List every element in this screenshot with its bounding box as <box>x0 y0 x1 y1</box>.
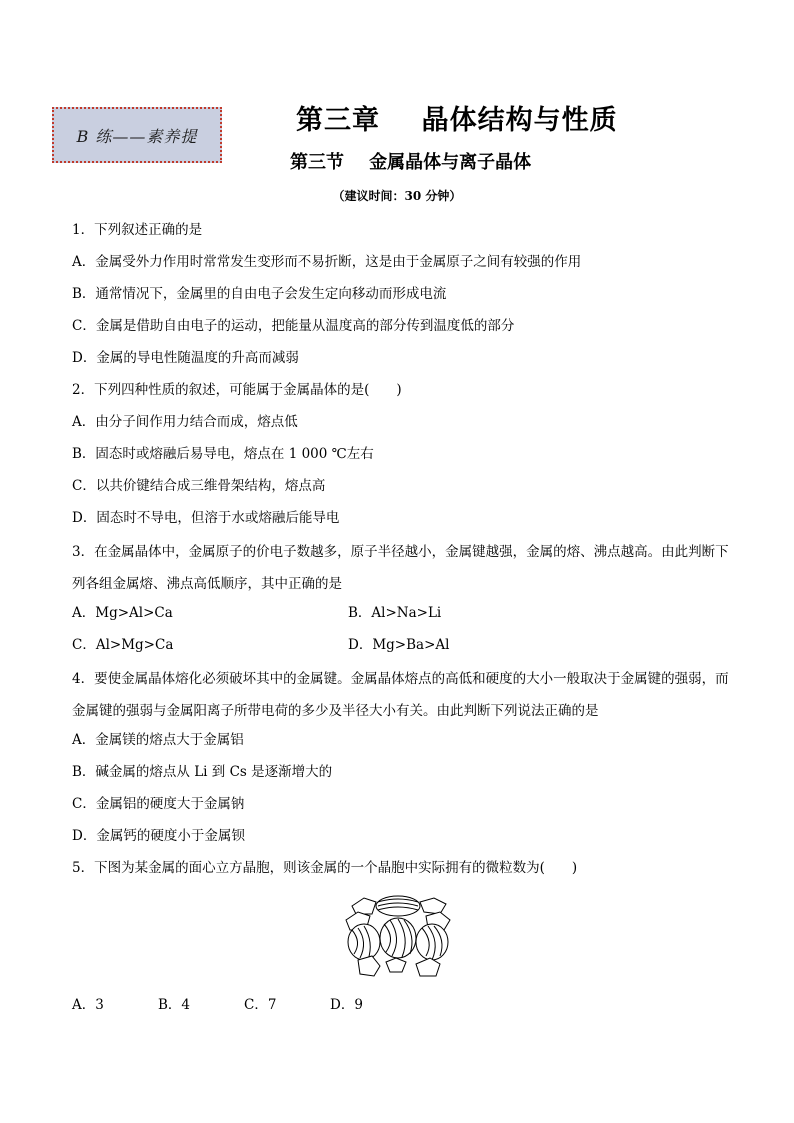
q2-option-c: C．以共价键结合成三维骨架结构，熔点高 <box>72 478 326 494</box>
q4-stem: 4．要使金属晶体熔化必须破坏其中的金属键。金属晶体熔点的高低和硬度的大小一般取决于金属键的强弱，而金属键的强弱与金属阳离子所带电荷的多少及半径大小有关。由此判断下列说法正确的是 <box>72 671 729 719</box>
badge-label: B 练——素养提 <box>76 126 198 146</box>
q4-option-c: C．金属铝的硬度大于金属钠 <box>72 796 245 812</box>
section-subtitle: 第三节 金属晶体与离子晶体 <box>290 152 532 173</box>
q5-option-d: D．9 <box>330 997 363 1013</box>
q4-option-d: D．金属钙的硬度小于金属钡 <box>72 828 245 844</box>
q3-option-c: C．Al>Mg>Ca <box>72 637 174 653</box>
corner-atom <box>352 898 376 914</box>
q3-stem: 3．在金属晶体中，金属原子的价电子数越多，原子半径越小，金属键越强，金属的熔、沸点越高。由此判断下列各组金属熔、沸点高低顺序，其中正确的是 <box>72 544 729 592</box>
face-center-atom <box>348 924 380 960</box>
face-center-atom <box>416 924 448 960</box>
q2-option-b: B．固态时或熔融后易导电，熔点在 1 000 ℃左右 <box>72 446 374 462</box>
q2-stem: 2．下列四种性质的叙述，可能属于金属晶体的是( ) <box>72 382 402 398</box>
q5-option-a: A．3 <box>72 997 104 1013</box>
q3-option-a: A．Mg>Al>Ca <box>72 605 173 621</box>
q3-option-b: B．Al>Na>Li <box>348 605 442 621</box>
q3-option-d: D．Mg>Ba>Al <box>348 637 450 653</box>
q2-option-a: A．由分子间作用力结合而成，熔点低 <box>72 414 298 430</box>
q1-option-c: C．金属是借助自由电子的运动，把能量从温度高的部分传到温度低的部分 <box>72 318 515 334</box>
section-badge <box>52 107 222 163</box>
q4-option-b: B．碱金属的熔点从 Li 到 Cs 是逐渐增大的 <box>72 764 333 780</box>
corner-atom <box>420 898 446 914</box>
q2-option-d: D．固态时不导电，但溶于水或熔融后能导电 <box>72 510 340 526</box>
q1-option-b: B．通常情况下，金属里的自由电子会发生定向移动而形成电流 <box>72 286 447 302</box>
q5-option-b: B．4 <box>158 997 191 1013</box>
q1-option-d: D．金属的导电性随温度的升高而减弱 <box>72 350 299 366</box>
q1-option-a: A．金属受外力作用时常常发生变形而不易折断，这是由于金属原子之间有较强的作用 <box>72 254 582 270</box>
q4-option-a: A．金属镁的熔点大于金属铝 <box>72 732 244 748</box>
q5-stem: 5．下图为某金属的面心立方晶胞，则该金属的一个晶胞中实际拥有的微粒数为( ) <box>72 860 578 876</box>
chapter-title: 第三章 晶体结构与性质 <box>296 105 618 136</box>
time-note: （建议时间：30 分钟） <box>332 189 462 203</box>
q5-option-c: C．7 <box>244 997 277 1013</box>
corner-atom <box>416 958 440 976</box>
corner-atom <box>358 956 380 976</box>
fcc-unit-cell-figure <box>342 892 454 978</box>
q1-stem: 1．下列叙述正确的是 <box>72 222 203 238</box>
face-center-atom <box>386 958 406 972</box>
